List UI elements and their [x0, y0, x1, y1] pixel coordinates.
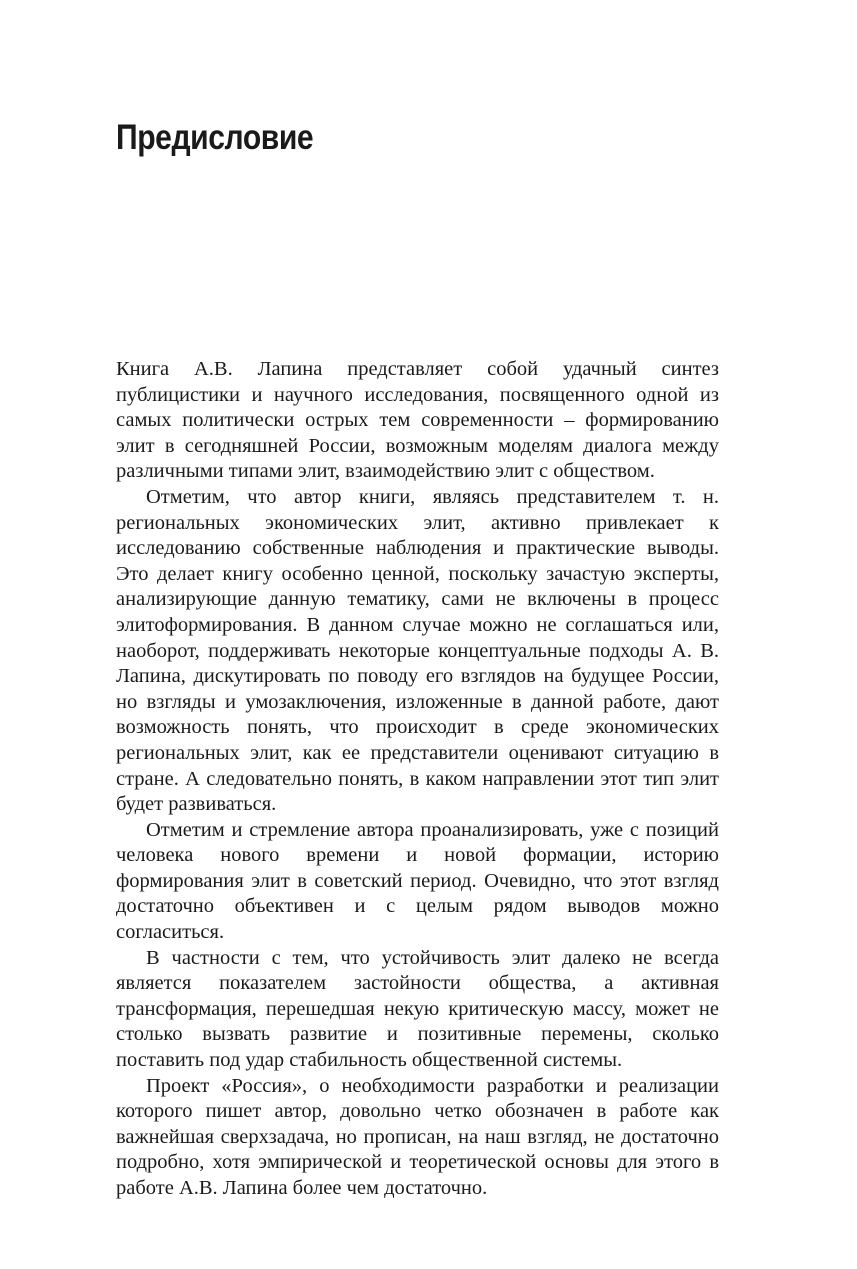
paragraph: В частности с тем, что устойчивость элит далеко не всегда является показателем застойности общества, а активная трансформация, перешедшая некую критическую массу, может не столько вызвать развитие и позитивные перемены, сколько поставить под удар стабильность общественной системы.	[116, 946, 719, 1072]
paragraph: Отметим и стремление автора проанализировать, уже с позиций человека нового времени и новой формации, историю формирования элит в советский период. Очевидно, что этот взгляд достаточно объективен и с целым рядом выводов можно согласиться.	[116, 818, 719, 944]
chapter-title: Предисловие	[116, 118, 314, 157]
paragraph: Отметим, что автор книги, являясь представителем т. н. региональных экономических элит, активно привлекает к исследованию собственные наблюдения и практические выводы. Это делает книгу особенно ценной, поскольку зачастую эксперты, анализирующие данную тематику, сами не включены в процесс элитоформирования. В данном случае можно не соглашаться или, наоборот, поддерживать некоторые концептуальные подходы А. В. Лапина, дискутировать по поводу его взглядов на будущее России, но взгляды и умозаключения, изложенные в данной работе, дают возможность понять, что происходит в среде экономических региональных элит, как ее представители оценивают ситуацию в стране. А следовательно понять, в каком направлении этот тип элит будет развиваться.	[116, 485, 719, 816]
paragraph: Книга А.В. Лапина представляет собой удачный синтез публицистики и научного исследования, посвященного одной из самых политически острых тем современности – формированию элит в сегодняшней России, возможным моделям диалога между различными типами элит, взаимодействию элит с обществом.	[116, 358, 719, 483]
paragraph: Проект «Россия», о необходимости разработки и реализации которого пишет автор, довольно четко обозначен в работе как важнейшая сверхзадача, но прописан, на наш взгляд, не достаточно подробно, хотя эмпирической и теоретической основы для этого в работе А.В. Лапина более чем достаточно.	[116, 1074, 719, 1199]
chapter-body	[116, 357, 719, 1202]
